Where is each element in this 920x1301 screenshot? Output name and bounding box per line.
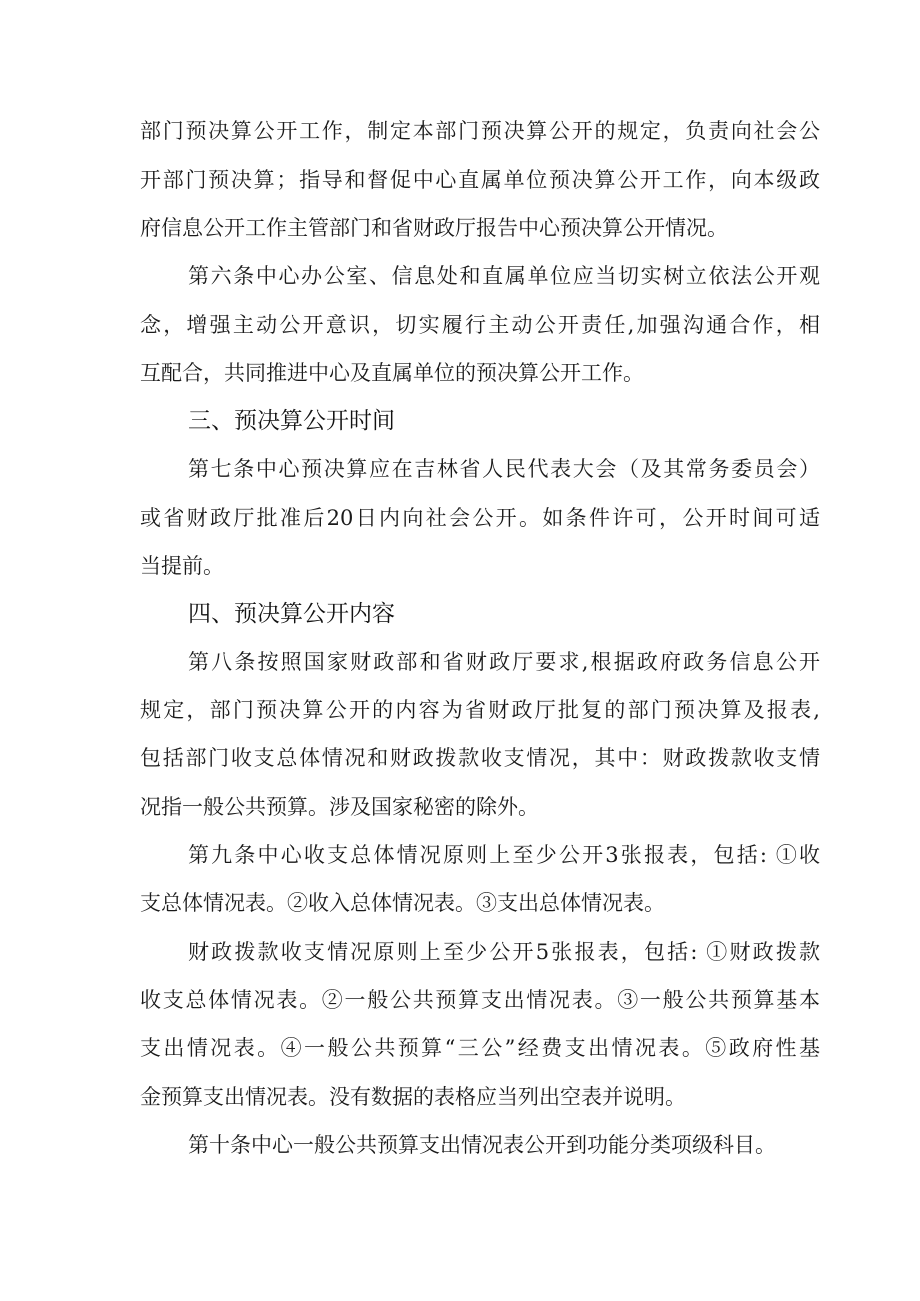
section-heading-3: 三、预决算公开时间	[188, 408, 395, 434]
article-8-line: 规定，部门预决算公开的内容为省财政厅批复的部门预决算及报表,	[140, 698, 820, 722]
section-heading-4: 四、预决算公开内容	[188, 601, 395, 627]
paragraph-line: 开部门预决算；指导和督促中心直属单位预决算公开工作，向本级政	[140, 168, 820, 192]
article-10-line: 第十条中心一般公共预算支出情况表公开到功能分类项级科目。	[188, 1133, 776, 1157]
article-8-line: 况指一般公共预算。涉及国家秘密的除外。	[140, 795, 539, 819]
article-7-line: 第七条中心预决算应在吉林省人民代表大会（及其常务委员会）	[188, 457, 820, 481]
paragraph-line: 部门预决算公开工作，制定本部门预决算公开的规定，负责向社会公	[140, 119, 820, 143]
article-7-line: 或省财政厅批准后20日内向社会公开。如条件许可，公开时间可适	[140, 506, 820, 530]
article-6-line: 第六条中心办公室、信息处和直属单位应当切实树立依法公开观	[188, 264, 820, 288]
article-9b-line: 收支总体情况表。②一般公共预算支出情况表。③一般公共预算基本	[140, 988, 820, 1012]
article-8-line: 第八条按照国家财政部和省财政厅要求,根据政府政务信息公开	[188, 650, 820, 674]
article-9b-line: 支出情况表。④一般公共预算“三公”经费支出情况表。⑤政府性基	[140, 1036, 820, 1060]
article-9-line: 支总体情况表。②收入总体情况表。③支出总体情况表。	[140, 891, 665, 915]
article-8-line: 包括部门收支总体情况和财政拨款收支情况，其中：财政拨款收支情	[140, 746, 820, 770]
article-9b-line: 财政拨款收支情况原则上至少公开5张报表，包括: ①财政拨款	[188, 940, 820, 964]
article-9-line: 第九条中心收支总体情况原则上至少公开3张报表，包括: ①收	[188, 843, 820, 867]
article-9b-line: 金预算支出情况表。没有数据的表格应当列出空表并说明。	[140, 1085, 686, 1109]
paragraph-line: 府信息公开工作主管部门和省财政厅报告中心预决算公开情况。	[140, 216, 728, 240]
article-6-line: 互配合，共同推进中心及直属单位的预决算公开工作。	[140, 361, 644, 385]
article-7-line: 当提前。	[140, 554, 224, 578]
article-6-line: 念，增强主动公开意识，切实履行主动公开责任,加强沟通合作，相	[140, 313, 820, 337]
